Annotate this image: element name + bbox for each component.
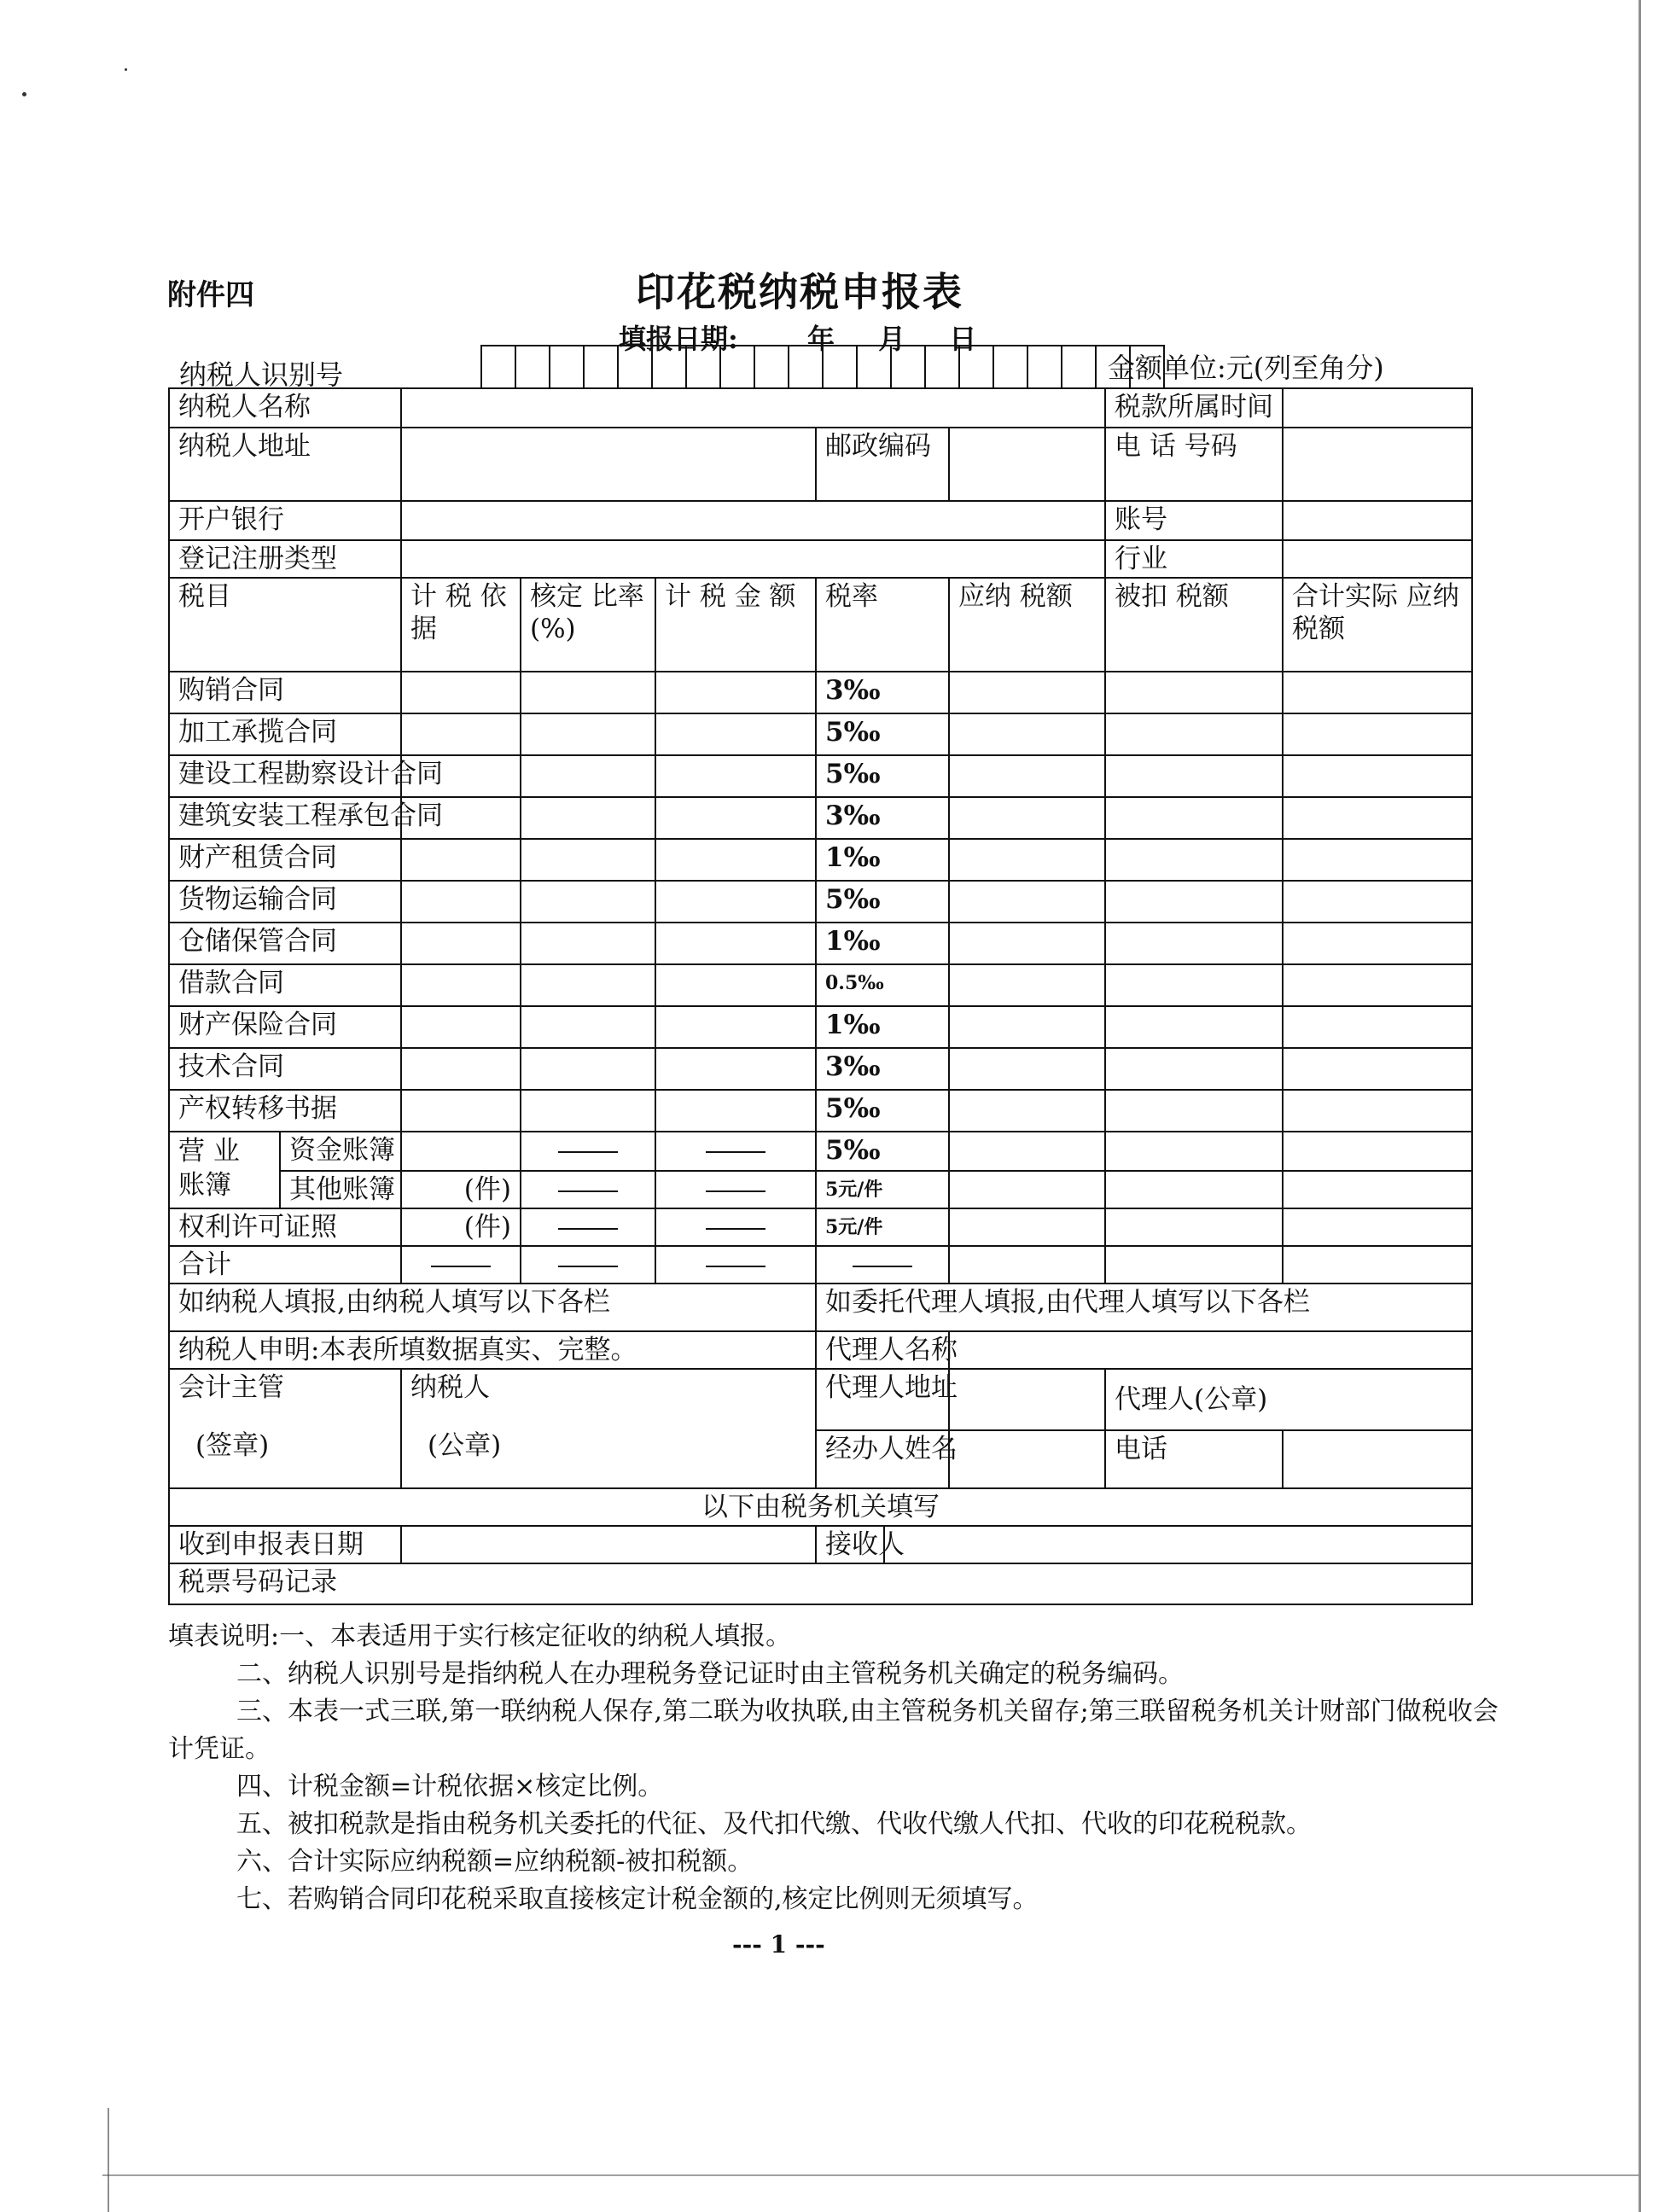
tax-period-field[interactable]: [1283, 388, 1472, 428]
payable-cell[interactable]: [949, 713, 1105, 755]
ratio-cell-blocked: [521, 1246, 655, 1284]
amount-cell[interactable]: [655, 1006, 816, 1048]
ratio-cell-blocked: [521, 1171, 655, 1208]
ratio-cell[interactable]: [521, 881, 655, 923]
reg-type-label: 登记注册类型: [169, 540, 401, 578]
note-line: 五、被扣税款是指由税务机关委托的代征、及代扣代缴、代收代缴人代扣、代收的印花税税款。: [236, 1809, 1312, 1839]
fill-date-year: 年: [806, 323, 835, 355]
page-title: 印花税纳税申报表: [636, 269, 963, 315]
amount-cell[interactable]: [655, 797, 816, 839]
basis-cell-blocked: [401, 1246, 521, 1284]
total-cell[interactable]: [1283, 1171, 1472, 1208]
note-line: 七、若购销合同印花税采取直接核定计税金额的,核定比例则无须填写。: [236, 1884, 1039, 1914]
col-item: 税目: [169, 578, 401, 672]
total-cell[interactable]: [1283, 672, 1472, 713]
dash-mark: [431, 1266, 491, 1267]
amount-cell[interactable]: [655, 755, 816, 797]
col-basis: 计 税 依 据: [401, 578, 521, 672]
row-item: 技术合同: [169, 1048, 401, 1090]
handler-label: 经办人姓名: [816, 1430, 949, 1488]
id-digit-box[interactable]: [754, 345, 789, 389]
amount-cell-blocked: [655, 1208, 816, 1246]
declaration-statement: 纳税人申明:本表所填数据真实、完整。: [169, 1331, 816, 1369]
total-cell[interactable]: [1283, 964, 1472, 1006]
account-label: 账号: [1105, 501, 1283, 540]
total-cell[interactable]: [1283, 839, 1472, 881]
table-row: [169, 881, 1472, 923]
instructions: [168, 1618, 1499, 1918]
table-row: [169, 1171, 1472, 1208]
agent-phone-label: 电话: [1105, 1430, 1283, 1488]
rate-cell: 3‰: [816, 672, 949, 713]
id-digit-box[interactable]: [515, 345, 550, 389]
table-row: [169, 797, 1472, 839]
row-item: 建筑安装工程承包合同: [169, 797, 401, 839]
agent-name-label: 代理人名称: [816, 1331, 949, 1369]
dash-mark: [706, 1228, 765, 1230]
dash-mark: [706, 1266, 765, 1267]
ratio-cell-blocked: [521, 1208, 655, 1246]
ratio-cell[interactable]: [521, 1090, 655, 1132]
withheld-cell[interactable]: [1105, 1132, 1283, 1171]
payable-cell[interactable]: [949, 1171, 1105, 1208]
rate-cell-blocked: [816, 1246, 949, 1284]
payable-cell[interactable]: [949, 1048, 1105, 1090]
handler-field[interactable]: [949, 1430, 1105, 1488]
ledger-group-label: 营 业 账簿: [169, 1132, 280, 1208]
withheld-cell[interactable]: [1105, 1208, 1283, 1246]
col-ratio: 核定 比率(%): [521, 578, 655, 672]
phone-label: 电 话 号码: [1105, 428, 1283, 501]
basis-cell[interactable]: [401, 1132, 521, 1171]
dash-mark: [558, 1190, 618, 1192]
basis-cell[interactable]: [401, 881, 521, 923]
note-line: 二、纳税人识别号是指纳税人在办理税务登记证时由主管税务机关确定的税务编码。: [236, 1659, 1184, 1689]
scan-edge: [102, 2174, 1639, 2176]
total-cell[interactable]: [1283, 713, 1472, 755]
withheld-cell[interactable]: [1105, 797, 1283, 839]
id-digit-box[interactable]: [788, 345, 824, 389]
amount-cell-blocked: [655, 1246, 816, 1284]
payable-cell[interactable]: [949, 1090, 1105, 1132]
total-cell[interactable]: [1283, 1132, 1472, 1171]
rate-cell: 3‰: [816, 797, 949, 839]
col-withheld: 被扣 税额: [1105, 578, 1283, 672]
row-item: 产权转移书据: [169, 1090, 401, 1132]
amount-unit: 金额单位:元(列至角分): [1108, 352, 1384, 384]
row-item: 财产保险合同: [169, 1006, 401, 1048]
payable-cell[interactable]: [949, 964, 1105, 1006]
total-row: [169, 1246, 1472, 1284]
amount-cell[interactable]: [655, 881, 816, 923]
id-digit-box[interactable]: [549, 345, 585, 389]
dash-mark: [706, 1151, 765, 1153]
id-digit-box[interactable]: [583, 345, 619, 389]
basis-cell[interactable]: [401, 923, 521, 964]
ratio-cell[interactable]: [521, 964, 655, 1006]
withheld-cell[interactable]: [1105, 1090, 1283, 1132]
agent-name-field[interactable]: [949, 1331, 1472, 1369]
id-digit-box[interactable]: [480, 345, 516, 389]
scan-speck: [125, 68, 127, 71]
basis-cell[interactable]: [401, 1048, 521, 1090]
table-row: [169, 1090, 1472, 1132]
rate-cell: 1‰: [816, 839, 949, 881]
basis-cell[interactable]: [401, 839, 521, 881]
ratio-cell[interactable]: [521, 713, 655, 755]
industry-label: 行业: [1105, 540, 1283, 578]
id-digit-box[interactable]: [1061, 345, 1097, 389]
other-ledger-label: 其他账簿: [280, 1171, 401, 1208]
signature-label: (签章): [195, 1430, 270, 1461]
agent-fill-note: 如委托代理人填报,由代理人填写以下各栏: [816, 1284, 1472, 1331]
id-digit-box[interactable]: [992, 345, 1028, 389]
rate-cell: 5‰: [816, 755, 949, 797]
id-digit-box[interactable]: [856, 345, 892, 389]
rate-cell: 5元/件: [816, 1208, 949, 1246]
table-row: [169, 923, 1472, 964]
payable-total[interactable]: [949, 1246, 1105, 1284]
amount-cell[interactable]: [655, 672, 816, 713]
col-amount: 计 税 金 额: [655, 578, 816, 672]
table-row: [169, 964, 1472, 1006]
amount-cell[interactable]: [655, 1090, 816, 1132]
fill-date-day: 日: [949, 323, 977, 355]
table-row: [169, 1048, 1472, 1090]
agent-address-label: 代理人地址: [816, 1369, 949, 1430]
amount-cell-blocked: [655, 1171, 816, 1208]
ratio-cell-blocked: [521, 1132, 655, 1171]
ratio-cell[interactable]: [521, 755, 655, 797]
fill-date-label: 填报日期:: [619, 323, 738, 355]
tax-form-table: [168, 387, 1473, 1605]
reg-type-field[interactable]: [401, 540, 1105, 578]
taxpayer-name-field[interactable]: [401, 388, 1105, 428]
amount-cell[interactable]: [655, 839, 816, 881]
ratio-cell[interactable]: [521, 672, 655, 713]
withheld-cell[interactable]: [1105, 1006, 1283, 1048]
amount-cell[interactable]: [655, 923, 816, 964]
payable-cell[interactable]: [949, 672, 1105, 713]
dash-mark: [558, 1228, 618, 1230]
withheld-cell[interactable]: [1105, 1048, 1283, 1090]
payable-cell[interactable]: [949, 839, 1105, 881]
capital-ledger-label: 资金账簿: [280, 1132, 401, 1171]
agent-seal-label[interactable]: 代理人(公章): [1105, 1369, 1472, 1430]
taxpayer-id-boxes[interactable]: [482, 345, 1165, 386]
row-item: 权利许可证照: [169, 1208, 401, 1246]
total-cell[interactable]: [1283, 1090, 1472, 1132]
dash-mark: [558, 1151, 618, 1153]
withheld-cell[interactable]: [1105, 964, 1283, 1006]
receiver-field[interactable]: [884, 1526, 1472, 1563]
rate-cell: 3‰: [816, 1048, 949, 1090]
taxpayer-id-label: 纳税人识别号: [179, 358, 344, 391]
taxpayer-seal-cell[interactable]: [401, 1369, 816, 1488]
payable-cell[interactable]: [949, 755, 1105, 797]
id-digit-box[interactable]: [617, 345, 653, 389]
total-cell[interactable]: [1283, 923, 1472, 964]
taxpayer-label: 纳税人: [410, 1372, 490, 1403]
receiver-label: 接收人: [816, 1526, 884, 1563]
industry-field[interactable]: [1283, 540, 1472, 578]
row-item: 加工承揽合同: [169, 713, 401, 755]
postal-code-field[interactable]: [949, 428, 1105, 501]
note-line: 六、合计实际应纳税额=应纳税额-被扣税额。: [236, 1847, 754, 1877]
payable-cell[interactable]: [949, 881, 1105, 923]
payable-cell[interactable]: [949, 1006, 1105, 1048]
table-row: [169, 1208, 1472, 1246]
payable-cell[interactable]: [949, 1132, 1105, 1171]
basis-cell[interactable]: [401, 1090, 521, 1132]
basis-cell[interactable]: [401, 672, 521, 713]
id-digit-box[interactable]: [958, 345, 994, 389]
amount-cell-blocked: [655, 1132, 816, 1171]
accountant-label: 会计主管: [178, 1372, 284, 1403]
amount-cell[interactable]: [655, 1048, 816, 1090]
id-digit-box[interactable]: [719, 345, 755, 389]
dash-mark: [706, 1190, 765, 1192]
table-row: [169, 1006, 1472, 1048]
note-line: 填表说明:一、本表适用于实行核定征收的纳税人填报。: [168, 1621, 792, 1651]
attachment-label: 附件四: [167, 278, 254, 312]
row-item: 仓储保管合同: [169, 923, 401, 964]
rate-cell: 1‰: [816, 923, 949, 964]
rate-cell: 5‰: [816, 881, 949, 923]
tax-period-label: 税款所属时间: [1105, 388, 1283, 428]
ratio-cell[interactable]: [521, 1048, 655, 1090]
basis-cell[interactable]: [401, 713, 521, 755]
page-number: --- 1 ---: [732, 1930, 825, 1959]
withheld-cell[interactable]: [1105, 713, 1283, 755]
dash-mark: [558, 1266, 618, 1267]
note-line: 三、本表一式三联,第一联纳税人保存,第二联为收执联,由主管税务机关留存;第三联留税务机关计财部门做税收会计凭证。: [168, 1697, 1499, 1764]
rate-cell: 5‰: [816, 713, 949, 755]
ratio-cell[interactable]: [521, 923, 655, 964]
accountant-cell[interactable]: [169, 1369, 401, 1488]
id-digit-box[interactable]: [1027, 345, 1062, 389]
taxpayer-fill-note: 如纳税人填报,由纳税人填写以下各栏: [169, 1284, 816, 1331]
rate-cell: 5元/件: [816, 1171, 949, 1208]
id-digit-box[interactable]: [822, 345, 858, 389]
row-item: 财产租赁合同: [169, 839, 401, 881]
total-cell[interactable]: [1283, 1048, 1472, 1090]
account-field[interactable]: [1283, 501, 1472, 540]
amount-cell[interactable]: [655, 713, 816, 755]
row-item: 货物运输合同: [169, 881, 401, 923]
total-cell[interactable]: [1283, 797, 1472, 839]
rate-cell: 5‰: [816, 1090, 949, 1132]
table-row: [169, 839, 1472, 881]
agent-address-field[interactable]: [949, 1369, 1105, 1430]
col-rate: 税率: [816, 578, 949, 672]
total-cell[interactable]: [1283, 1208, 1472, 1246]
table-row: [169, 755, 1472, 797]
rate-cell: 5‰: [816, 1132, 949, 1171]
basis-cell[interactable]: [401, 964, 521, 1006]
basis-cell[interactable]: [401, 1006, 521, 1048]
withheld-cell[interactable]: [1105, 839, 1283, 881]
withheld-cell[interactable]: [1105, 923, 1283, 964]
basis-unit[interactable]: (件): [401, 1171, 521, 1208]
fill-date-month: 月: [878, 323, 906, 355]
withheld-cell[interactable]: [1105, 881, 1283, 923]
note-line: 四、计税金额=计税依据×核定比例。: [236, 1772, 664, 1802]
received-date-field[interactable]: [401, 1526, 816, 1563]
ratio-cell[interactable]: [521, 839, 655, 881]
rate-cell: 1‰: [816, 1006, 949, 1048]
total-label: 合计: [169, 1246, 401, 1284]
bank-label: 开户银行: [169, 501, 401, 540]
received-date-label: 收到申报表日期: [169, 1526, 401, 1563]
row-item: 借款合同: [169, 964, 401, 1006]
col-total: 合计实际 应纳税额: [1283, 578, 1472, 672]
agent-phone-field[interactable]: [1283, 1430, 1472, 1488]
payable-cell[interactable]: [949, 797, 1105, 839]
ratio-cell[interactable]: [521, 1006, 655, 1048]
bank-field[interactable]: [401, 501, 1105, 540]
postal-code-label: 邮政编码: [816, 428, 949, 501]
row-item: 建设工程勘察设计合同: [169, 755, 401, 797]
id-digit-box[interactable]: [890, 345, 926, 389]
payable-cell[interactable]: [949, 923, 1105, 964]
grand-total[interactable]: [1283, 1246, 1472, 1284]
total-cell[interactable]: [1283, 881, 1472, 923]
official-seal-label: (公章): [428, 1430, 502, 1461]
table-row: [169, 713, 1472, 755]
scan-edge: [108, 2108, 109, 2212]
id-digit-box[interactable]: [651, 345, 687, 389]
payable-cell[interactable]: [949, 1208, 1105, 1246]
basis-unit[interactable]: (件): [401, 1208, 521, 1246]
scan-edge: [1639, 0, 1641, 2212]
table-row: [169, 1132, 1472, 1171]
col-payable: 应纳 税额: [949, 578, 1105, 672]
phone-field[interactable]: [1283, 428, 1472, 501]
rate-cell: 0.5‰: [816, 964, 949, 1006]
withheld-cell[interactable]: [1105, 755, 1283, 797]
ticket-record[interactable]: 税票号码记录: [169, 1563, 1472, 1604]
id-digit-box[interactable]: [685, 345, 721, 389]
office-section-header: 以下由税务机关填写: [169, 1488, 1472, 1526]
id-digit-box[interactable]: [924, 345, 960, 389]
dash-mark: [853, 1266, 912, 1267]
total-cell[interactable]: [1283, 755, 1472, 797]
taxpayer-address-field[interactable]: [401, 428, 816, 501]
taxpayer-address-label: 纳税人地址: [169, 428, 401, 501]
total-cell[interactable]: [1283, 1006, 1472, 1048]
taxpayer-name-label: 纳税人名称: [169, 388, 401, 428]
row-item: 购销合同: [169, 672, 401, 713]
withheld-total[interactable]: [1105, 1246, 1283, 1284]
scan-speck: [22, 92, 26, 96]
table-row: [169, 672, 1472, 713]
amount-cell[interactable]: [655, 964, 816, 1006]
ratio-cell[interactable]: [521, 797, 655, 839]
withheld-cell[interactable]: [1105, 1171, 1283, 1208]
withheld-cell[interactable]: [1105, 672, 1283, 713]
